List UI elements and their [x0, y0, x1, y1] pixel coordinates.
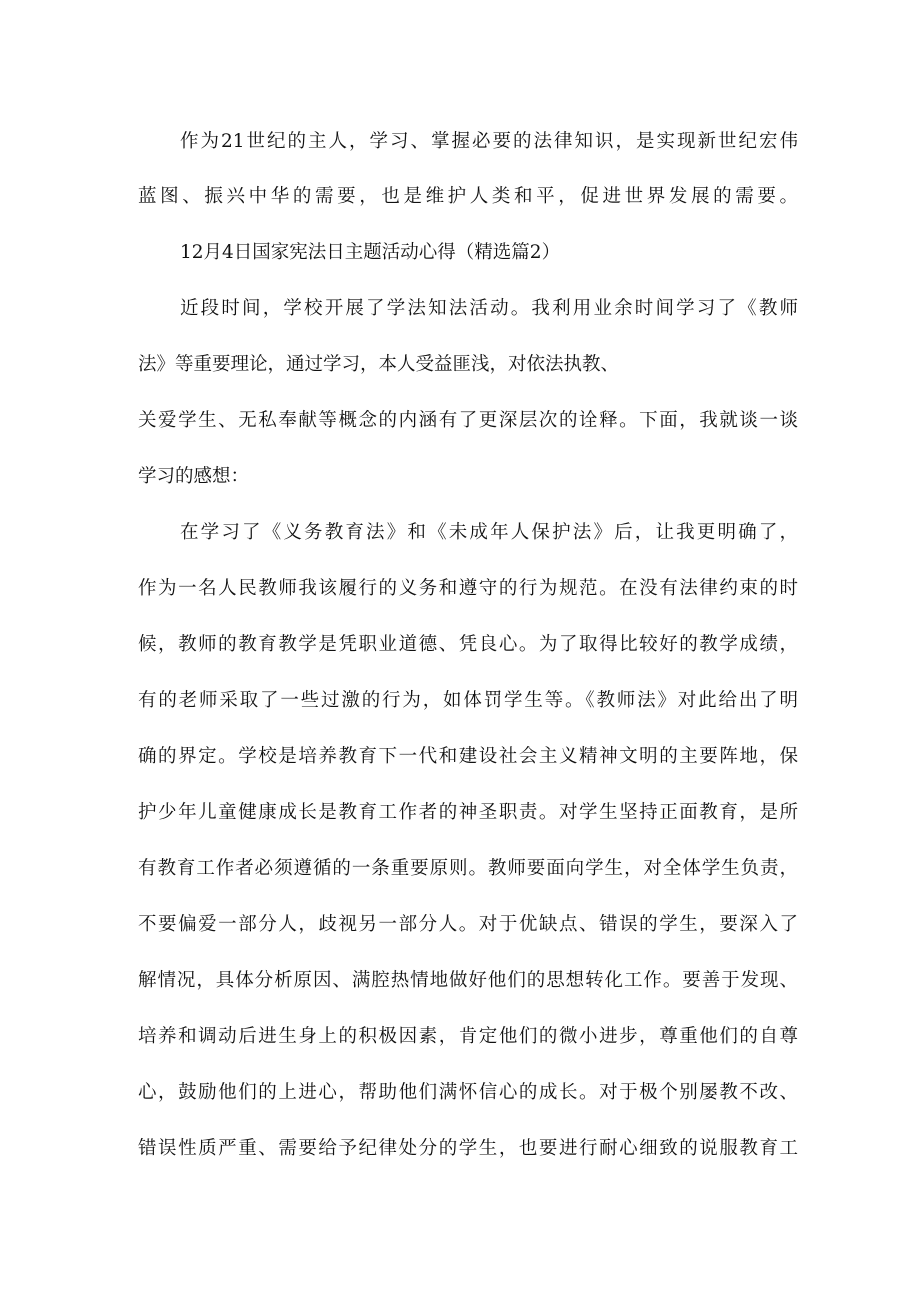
text-line: 培养和调动后进生身上的积极因素，肯定他们的微小进步，尊重他们的自尊 [138, 1026, 798, 1047]
text-line: 关爱学生、无私奉献等概念的内涵有了更深层次的诠释。下面，我就谈一谈 [138, 410, 798, 431]
text-line: 蓝图、振兴中华的需要，也是维护人类和平，促进世界发展的需要。 [138, 186, 798, 207]
text-line: 法》等重要理论，通过学习，本人受益匪浅，对依法执教、 [138, 354, 620, 375]
section-heading: 12月4日国家宪法日主题活动心得（精选篇2） [180, 242, 561, 263]
text-line: 护少年儿童健康成长是教育工作者的神圣职责。对学生坚持正面教育，是所 [138, 802, 798, 823]
text-line: 在学习了《义务教育法》和《未成年人保护法》后，让我更明确了， [180, 522, 798, 543]
text-line: 作为一名人民教师我该履行的义务和遵守的行为规范。在没有法律约束的时 [138, 578, 798, 599]
text-line: 不要偏爱一部分人，歧视另一部分人。对于优缺点、错误的学生，要深入了 [138, 914, 798, 935]
text-line: 心，鼓励他们的上进心，帮助他们满怀信心的成长。对于极个别屡教不改、 [138, 1082, 798, 1103]
text-line: 确的界定。学校是培养教育下一代和建设社会主义精神文明的主要阵地，保 [138, 746, 798, 767]
text-line: 候，教师的教育教学是凭职业道德、凭良心。为了取得比较好的教学成绩， [138, 634, 798, 655]
text-line: 解情况，具体分析原因、满腔热情地做好他们的思想转化工作。要善于发现、 [138, 970, 798, 991]
text-line: 作为21世纪的主人，学习、掌握必要的法律知识，是实现新世纪宏伟 [180, 131, 798, 152]
text-line: 有教育工作者必须遵循的一条重要原则。教师要面向学生，对全体学生负责， [138, 858, 798, 879]
text-line: 学习的感想： [138, 466, 250, 487]
text-line: 近段时间，学校开展了学法知法活动。我利用业余时间学习了《教师 [180, 298, 798, 319]
text-line: 错误性质严重、需要给予纪律处分的学生，也要进行耐心细致的说服教育工 [138, 1138, 798, 1159]
text-line: 有的老师采取了一些过激的行为，如体罚学生等。《教师法》对此给出了明 [138, 690, 798, 711]
